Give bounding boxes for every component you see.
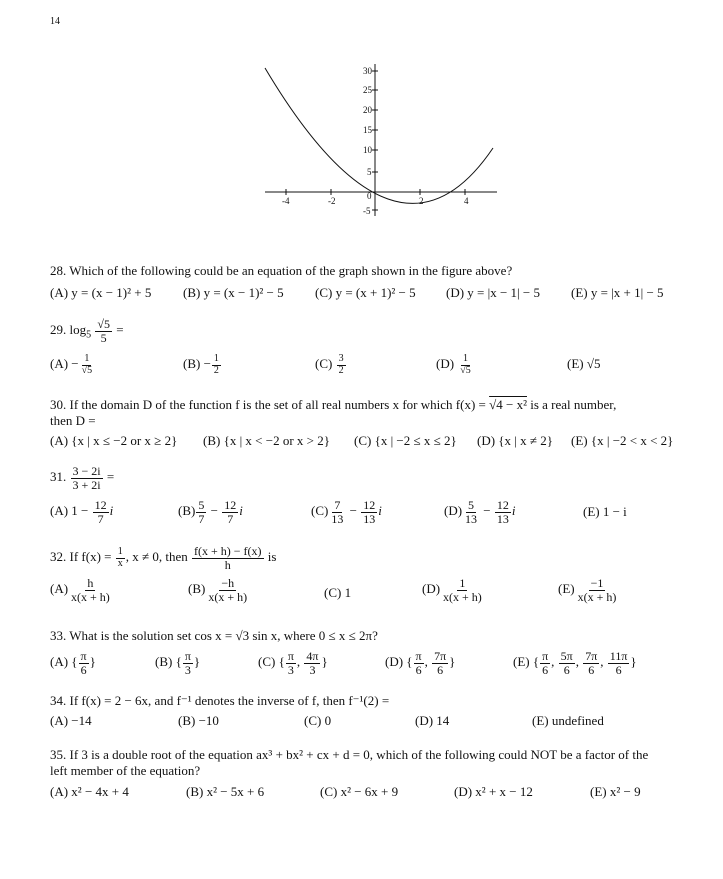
q28-option-a[interactable]: (A) y = (x − 1)² + 5 [50,285,152,300]
q28-stem: 28. Which of the following could be an equation of the graph shown in the figure above? [50,263,513,278]
q30-option-d[interactable]: (D) {x | x ≠ 2} [477,433,554,448]
x-tick-label: 2 [419,196,424,206]
q34-option-a[interactable]: (A) −14 [50,713,92,728]
q33-stem: 33. What is the solution set cos x = √3 sin x, where 0 ≤ x ≤ 2π? [50,628,378,643]
parabola-curve [265,68,493,203]
q30-option-e[interactable]: (E) {x | −2 < x < 2} [571,433,674,448]
q31-option-b[interactable]: (B) $\frac{5}{7}$ − $\frac{12}{7}$ i [178,498,243,526]
q32-option-c[interactable]: (C) 1 [324,585,352,600]
q28-option-d[interactable]: (D) y = |x − 1| − 5 [446,285,540,300]
q33-option-c[interactable]: (C) { $\frac{\pi}{3}$ , $\frac{4\pi}{3}$ } [258,649,328,677]
q30-option-a[interactable]: (A) {x | x ≤ −2 or x ≥ 2} [50,433,178,448]
q33-option-e[interactable]: (E) { $\frac{\pi}{6}$ , $\frac{5\pi}{6}$ , $\frac{7\pi}{6}$ , $\frac{11\pi}{6}$ } [513,649,637,677]
q32-stem: 32. If f(x) = $\frac{1}{x}$ , x ≠ 0, then $\frac{f(x + h) - f(x)}{h}$ is [50,544,277,572]
q32-option-e[interactable]: (E) $\frac{-1}{x(x + h)}$ [558,576,617,604]
q34-option-b[interactable]: (B) −10 [178,713,219,728]
q33-option-b[interactable]: (B) { $\frac{\pi}{3}$ } [155,649,201,677]
q31-option-a[interactable]: (A) 1 − $\frac{12}{7}$ i [50,498,114,526]
q30-stem-line2: then D = [50,413,96,428]
y-tick-label: 20 [363,105,372,115]
q32-option-d[interactable]: (D) $\frac{1}{x(x + h)}$ [422,576,482,604]
q33-option-d[interactable]: (D) { $\frac{\pi}{6}$ , $\frac{7\pi}{6}$ } [385,649,456,677]
q32-option-a[interactable]: (A) $\frac{h}{x(x + h)}$ [50,576,110,604]
y-tick-label: 10 [363,145,372,155]
y-tick-label: 5 [367,167,372,177]
q29-option-b[interactable]: (B) − $\frac{1}{2}$ [183,353,219,376]
q34-option-c[interactable]: (C) 0 [304,713,332,728]
q35-stem-line2: left member of the equation? [50,763,201,778]
q28-option-e[interactable]: (E) y = |x + 1| − 5 [571,285,664,300]
q32-option-b[interactable]: (B) $\frac{-h}{x(x + h)}$ [188,576,248,604]
q29-option-c[interactable]: (C) $\frac{3}{2}$ [315,353,344,376]
q31-option-e[interactable]: (E) 1 − i [583,504,627,519]
q28-option-c[interactable]: (C) y = (x + 1)² − 5 [315,285,416,300]
y-tick-label: 15 [363,125,372,135]
q29-stem: 29. $\log_5$ $\frac{√5}{5}$ = [50,317,124,345]
x-tick-label: 4 [464,196,469,206]
q35-option-d[interactable]: (D) x² + x − 12 [454,784,533,799]
q28-option-b[interactable]: (B) y = (x − 1)² − 5 [183,285,284,300]
q31-stem: 31. $\frac{3 - 2i}{3 + 2i}$ = [50,464,115,492]
q29-option-e[interactable]: (E) √5 [567,356,601,371]
y-tick-label: 30 [363,66,372,76]
q35-option-c[interactable]: (C) x² − 6x + 9 [320,784,399,799]
q35-option-a[interactable]: (A) x² − 4x + 4 [50,784,129,799]
q31-option-c[interactable]: (C) $\frac{7}{13}$ − $\frac{12}{13}$ i [311,498,382,526]
q31-option-d[interactable]: (D) $\frac{5}{13}$ − $\frac{12}{13}$ i [444,498,516,526]
q33-option-a[interactable]: (A) { $\frac{\pi}{6}$ } [50,649,96,677]
q29-option-d[interactable]: (D) $\frac{1}{√5}$ [436,353,471,376]
y-tick-label: 0 [367,191,372,201]
q34-stem: 34. If f(x) = 2 − 6x, and f⁻¹ denotes the inverse of f, then f⁻¹(2) = [50,693,390,708]
q30-stem-line1: 30. If the domain D of the function f is the set of all real numbers x for which f(x) = √4 − x² is a real number, [50,397,617,412]
q35-option-e[interactable]: (E) x² − 9 [590,784,641,799]
q34-option-e[interactable]: (E) undefined [532,713,604,728]
q29-option-a[interactable]: (A) − $\frac{1}{√5}$ [50,353,93,376]
x-tick-label: -2 [328,196,336,206]
x-tick-label: -4 [282,196,290,206]
y-tick-label: -5 [363,206,371,216]
q35-option-b[interactable]: (B) x² − 5x + 6 [186,784,265,799]
q34-option-d[interactable]: (D) 14 [415,713,450,728]
q30-option-c[interactable]: (C) {x | −2 ≤ x ≤ 2} [354,433,457,448]
page-number: 14 [50,16,60,27]
q30-option-b[interactable]: (B) {x | x < −2 or x > 2} [203,433,330,448]
y-tick-label: 25 [363,85,372,95]
q35-stem-line1: 35. If 3 is a double root of the equation ax³ + bx² + cx + d = 0, which of the following could NOT be a factor of the [50,747,649,762]
